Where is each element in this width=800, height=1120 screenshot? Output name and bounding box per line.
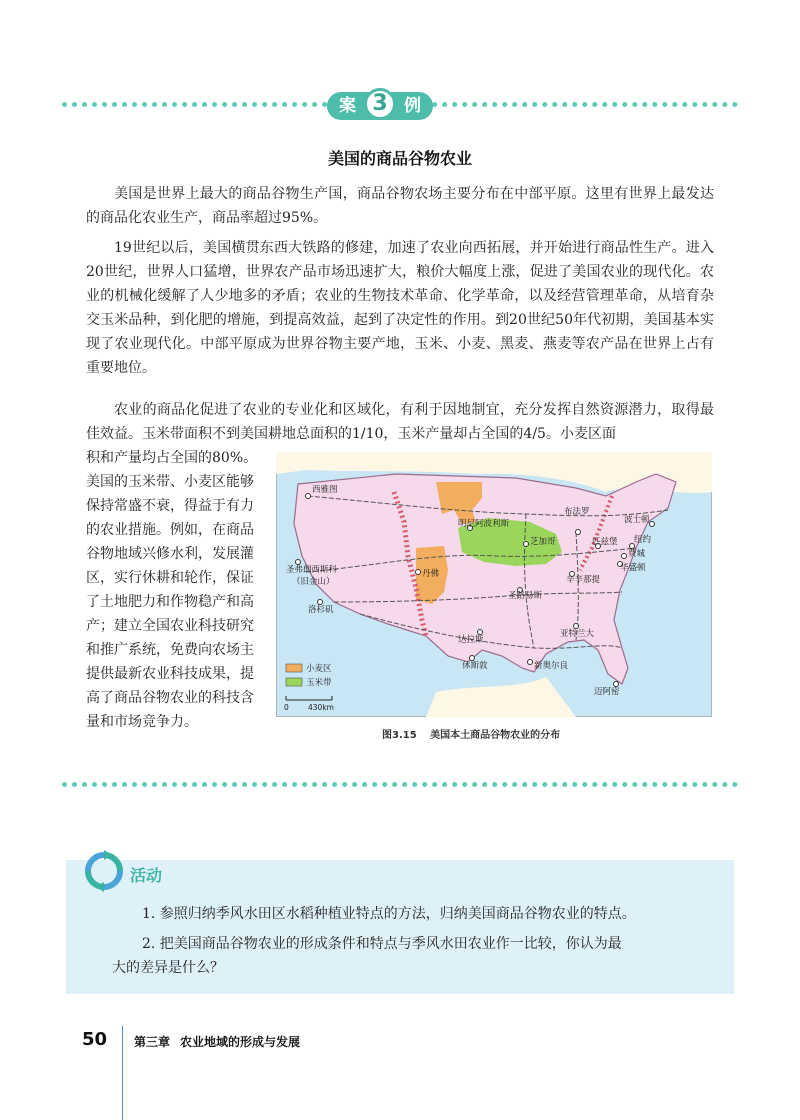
figure-number: 图3.15 [382,730,417,741]
city-st-louis: 圣路易斯 [508,591,543,601]
city-los-angeles: 洛杉矶 [308,605,334,615]
city-washington: 华盛顿 [620,563,646,573]
city-new-orleans: 新奥尔良 [534,661,569,671]
side-line: 美国的玉米带、小麦区能够 [86,474,254,490]
article-title: 美国的商品谷物农业 [327,149,472,168]
footer-divider [122,1026,123,1120]
figure-caption-text: 美国本土商品谷物农业的分布 [430,730,561,741]
city-boston: 波士顿 [624,515,650,525]
side-line: 谷物地域兴修水利，发展灌 [86,546,254,562]
city-dallas: 达拉斯 [458,635,484,645]
side-line: 和推广系统，免费向农场主 [86,642,254,658]
legend-wheat-label: 小麦区 [306,664,332,674]
side-text [86,446,268,734]
city-seattle: 西雅图 [312,485,338,495]
page-number: 50 [82,1029,108,1050]
side-line: 了土地肥力和作物稳产和高 [86,594,254,610]
city-pittsburgh: 匹兹堡 [592,537,618,547]
activity-question-2a: 2. 把美国商品谷物农业的形成条件和特点与季风水田农业作一比较，你认为最 [142,936,622,952]
legend-wheat-swatch [286,664,302,672]
legend-corn-label: 玉米带 [306,678,332,688]
chapter-number: 第三章 [134,1035,171,1049]
side-line: 的农业措施。例如，在商品 [86,522,254,538]
us-agriculture-map [276,452,712,717]
legend-corn-swatch [286,678,302,686]
paragraph-2: 19世纪以后，美国横贯东西大铁路的修建，加速了农业向西拓展，并开始进行商品性生产。进入20世纪，世界人口猛增，世界农产品市场迅速扩大，粮价大幅度上涨，促进了美国农业的现代化。农业的机械化缓解了人少地多的矛盾；农业的生物技术革命、化学革命，以及经营管理革命，从培育杂交玉米品种，到化肥的增施，到提高效益，起到了决定性的作用。到20世纪50年代初期，美国基本实现了农业现代化。中部平原成为世界谷物主要产地，玉米、小麦、黑麦、燕麦等农产品在世界上占有重要地位。 [86,240,714,376]
city-philadelphia: 费城 [628,549,646,559]
city-houston: 休斯敦 [462,661,488,671]
city-cincinnati: 辛辛那提 [566,575,601,585]
city-atlanta: 亚特兰大 [560,629,595,639]
case-badge-left: 案 [339,96,356,116]
activity-title: 活动 [130,866,163,885]
side-line: 提供最新农业科技成果，提 [86,666,254,682]
chapter-heading [134,1033,310,1050]
city-denver: 丹佛 [422,569,440,579]
activity-question-2b: 大的差异是什么？ [112,960,224,976]
side-line: 量和市场竞争力。 [86,714,198,730]
case-badge-right: 例 [404,96,421,116]
scale-distance: 430km [308,703,334,712]
paragraph-1: 美国是世界上最大的商品谷物生产国，商品谷物农场主要分布在中部平原。这里有世界上最发达的商品化农业生产，商品率超过95%。 [86,186,714,226]
activity-question-1: 1. 参照归纳季风水田区水稻种植业特点的方法，归纳美国商品谷物农业的特点。 [142,906,636,922]
side-line: 高了商品谷物农业的科技含 [86,690,254,706]
case-badge [327,88,433,122]
city-san-francisco-alt: （旧金山） [292,577,335,587]
side-line: 产；建立全国农业科技研究 [86,618,254,634]
city-buffalo: 布法罗 [564,507,590,517]
scale-zero: 0 [284,703,289,712]
city-san-francisco: 圣弗朗西斯科 [286,565,338,575]
city-new-york: 纽约 [634,535,652,545]
city-minneapolis: 明尼阿波利斯 [458,519,510,529]
figure-caption [382,726,560,741]
case-number: 3 [364,88,396,120]
side-line: 保持常盛不衰，得益于有力 [86,498,254,514]
paragraph-3: 农业的商品化促进了农业的专业化和区域化，有利于因地制宜，充分发挥自然资源潜力，取得最佳效益。玉米带面积不到美国耕地总面积的1/10，玉米产量却占全国的4/5。小麦区面 [86,402,714,442]
side-line: 区，实行休耕和轮作，保证 [86,570,254,586]
city-chicago: 芝加哥 [530,537,556,547]
city-miami: 迈阿密 [594,687,620,697]
bottom-dotted-divider [62,782,738,787]
chapter-name: 农业地域的形成与发展 [180,1035,301,1049]
refresh-cycle-icon [82,849,126,893]
side-line: 积和产量均占全国的80%。 [86,450,258,466]
